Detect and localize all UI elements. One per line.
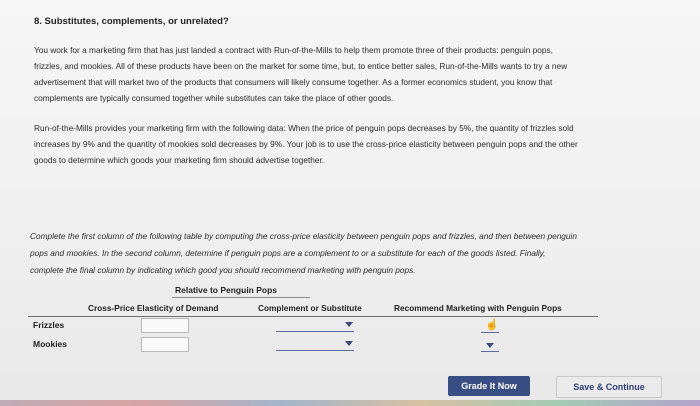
recommend-dropdown-arrow-icon[interactable] (486, 343, 494, 348)
recommend-dropdown-line[interactable] (481, 351, 499, 352)
elasticity-input-frizzles[interactable] (141, 318, 189, 333)
instruction-paragraph (30, 228, 670, 279)
relation-dropdown-mookies[interactable] (276, 350, 354, 351)
dock-strip (0, 400, 700, 406)
row-label-mookies: Mookies (33, 339, 68, 349)
paragraph-line: complements are typically consumed together while substitutes can take the place of other goods. (34, 93, 394, 103)
paragraph-line: Run-of-the-Mills provides your marketing firm with the following data: When the price of penguin pops decreases by 5%, the quantity of frizzles sold (34, 123, 574, 133)
data-paragraph (34, 120, 664, 168)
hand-cursor-icon: ☝ (485, 319, 499, 331)
paragraph-line: advertisement that will market two of the products that consumers will likely consume together. As a former economics student, you know that (34, 77, 553, 87)
chevron-down-icon[interactable] (345, 341, 353, 346)
paragraph-line: You work for a marketing firm that has just landed a contract with Run-of-the-Mills to help them promote three of their products: penguin pops, (34, 45, 553, 55)
paragraph-line: increases by 9% and the quantity of mookies sold decreases by 9%. Your job is to use the cross-price elasticity between penguin pops and the other (34, 139, 578, 149)
chevron-down-icon[interactable] (345, 322, 353, 327)
group-header-divider (172, 297, 310, 298)
grade-it-now-button[interactable]: Grade It Now (448, 376, 530, 396)
instruction-line: pops and mookies. In the second column, determine if penguin pops are a complement to or a substitute for each of the goods listed. Finally, (30, 248, 546, 258)
row-label-frizzles: Frizzles (33, 320, 65, 330)
recommend-dropdown-line[interactable] (481, 332, 499, 333)
question-title: 8. Substitutes, complements, or unrelated? (34, 16, 229, 27)
paragraph-line: goods to determine which goods your marketing firm should advertise together. (34, 155, 325, 165)
column-header-recommend: Recommend Marketing with Penguin Pops (394, 303, 562, 313)
instruction-line: Complete the first column of the following table by computing the cross-price elasticity between penguin pops and frizzles, and then between penguin (30, 231, 577, 241)
table-group-header: Relative to Penguin Pops (175, 285, 278, 295)
save-and-continue-button[interactable]: Save & Continue (556, 376, 662, 398)
relation-dropdown-frizzles[interactable] (276, 331, 354, 332)
table-header-divider (28, 316, 598, 317)
instruction-line: complete the final column by indicating which good you should recommend marketing with penguin pops. (30, 265, 416, 275)
column-header-elasticity: Cross-Price Elasticity of Demand (88, 303, 219, 313)
column-header-relation: Complement or Substitute (258, 303, 362, 313)
scenario-paragraph (34, 42, 664, 106)
elasticity-input-mookies[interactable] (141, 337, 189, 352)
paragraph-line: frizzles, and mookies. All of these products have been on the market for some time, but, to entice better sales, Run-of-the-Mills wants to try a new (34, 61, 568, 71)
